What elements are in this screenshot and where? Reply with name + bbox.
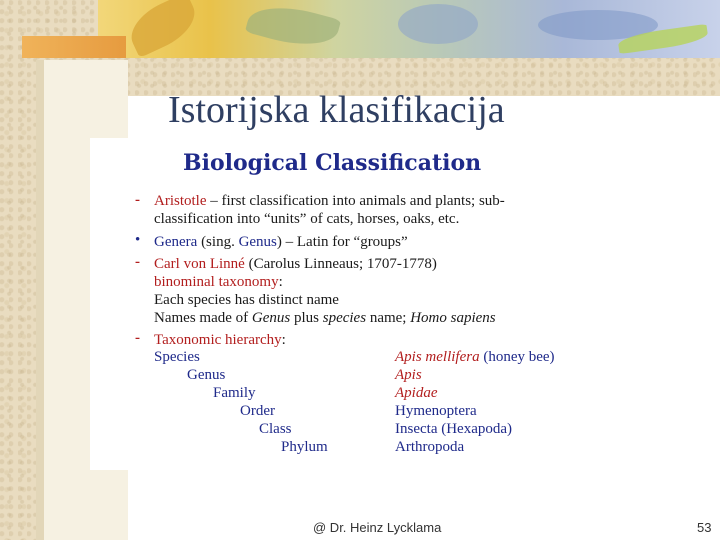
example-family-name: Apidae: [395, 385, 438, 401]
flower-decoration-icon: [398, 4, 478, 44]
rank-order: Order: [240, 403, 275, 419]
bullet-genera: [154, 233, 408, 251]
leaf-decoration-icon: [123, 0, 203, 58]
genus-word: Genus: [238, 234, 277, 250]
example-genus-name: Apis: [395, 367, 422, 383]
hierarchy-colon: :: [281, 332, 286, 348]
example-family: [395, 384, 438, 402]
bullet-aristotle-line2: classification into “units” of cats, horses, oaks, etc.: [154, 211, 460, 227]
homo-sapiens: Homo sapiens: [410, 310, 496, 326]
bullet-dash-icon: -: [135, 330, 140, 346]
rank-class: Class: [259, 421, 292, 437]
example-genus: [395, 366, 422, 384]
names-made-text: Names made of: [154, 310, 252, 326]
aristotle-text: – first classification into animals and plants; sub-: [206, 193, 505, 209]
bullet-dash-icon: -: [135, 254, 140, 270]
left-frame-edge: [36, 60, 44, 540]
page-number: 53: [697, 520, 712, 535]
footer-author: @ Dr. Heinz Lycklama: [313, 520, 442, 535]
names-made-line: [154, 309, 496, 327]
species-italic: species: [322, 310, 367, 326]
bullet-linne: [154, 255, 437, 273]
binomial-colon: :: [278, 274, 283, 290]
example-phylum: Arthropoda: [395, 439, 465, 455]
linne-rest: (Carolus Linneaus; 1707-1778): [244, 256, 437, 272]
bullet-aristotle: [154, 192, 505, 210]
linne-name: Carl von Linné: [154, 256, 245, 272]
leaf-decoration-icon: [245, 0, 341, 55]
example-species: [395, 348, 555, 366]
hierarchy-word: Taxonomic hierarchy: [154, 332, 282, 348]
name-semicolon: name;: [366, 310, 411, 326]
example-species-note: (honey bee): [479, 349, 555, 365]
header-banner: [98, 0, 720, 58]
plus-text: plus: [290, 310, 323, 326]
rank-genus: Genus: [187, 367, 226, 383]
example-species-name: Apis mellifera: [395, 349, 480, 365]
rank-species: Species: [154, 349, 200, 365]
genera-word: Genera: [154, 234, 198, 250]
example-order: Hymenoptera: [395, 403, 477, 419]
bullet-dot-icon: •: [135, 232, 141, 248]
rank-family: Family: [213, 385, 256, 401]
slide-title: Istorijska klasifikacija: [168, 89, 505, 131]
accent-bar: [22, 36, 126, 58]
example-class: Insecta (Hexapoda): [395, 421, 513, 437]
aristotle-name: Aristotle: [154, 193, 207, 209]
bullet-dash-icon: -: [135, 192, 140, 208]
binomial-word: binominal taxonomy: [154, 274, 279, 290]
rank-phylum: Phylum: [281, 439, 328, 455]
binomial-line: [154, 273, 283, 291]
genera-rest: ) – Latin for “groups”: [276, 234, 408, 250]
bullet-hierarchy: [154, 331, 286, 349]
image-title: Biological Classification: [183, 150, 482, 176]
each-species-line: Each species has distinct name: [154, 292, 339, 308]
genus-italic: Genus: [251, 310, 291, 326]
genera-sing: (sing.: [197, 234, 239, 250]
